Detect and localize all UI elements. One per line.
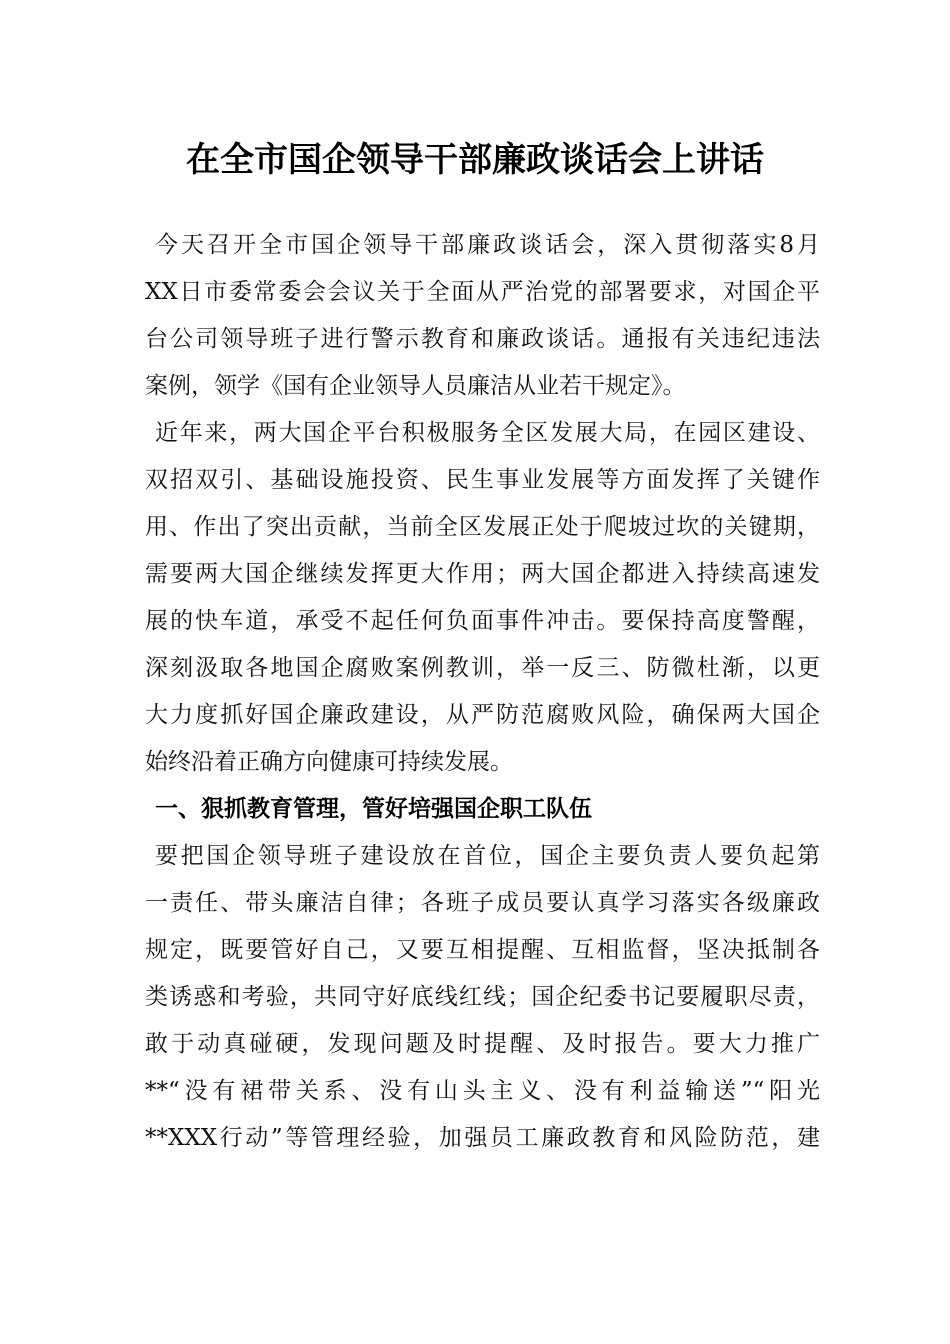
paragraph-3-line-1: 要把国企领导班子建设放在首位，国企主要负责人要负起第 <box>155 843 820 869</box>
section-heading-1: 一、狠抓教育管理，管好培强国企职工队伍 <box>155 796 592 822</box>
document-body <box>145 222 820 1162</box>
paragraph-3-line-7: **XXX行动”等管理经验，加强员工廉政教育和风险防范，建 <box>145 1125 820 1151</box>
paragraph-3-line-2: 一责任、带头廉洁自律；各班子成员要认真学习落实各级廉政 <box>145 890 820 916</box>
paragraph-1-line-2: XX日市委常委会会议关于全面从严治党的部署要求，对国企平 <box>145 279 820 305</box>
paragraph-2-line-7: 大力度抓好国企廉政建设，从严防范腐败风险，确保两大国企 <box>145 702 820 728</box>
page-title: 在全市国企领导干部廉政谈话会上讲话 <box>186 140 764 180</box>
paragraph-2-line-3: 用、作出了突出贡献，当前全区发展正处于爬坡过坎的关键期， <box>145 514 820 540</box>
paragraph-2-line-6: 深刻汲取各地国企腐败案例教训，举一反三、防微杜渐，以更 <box>145 655 820 681</box>
paragraph-2-line-4: 需要两大国企继续发挥更大作用；两大国企都进入持续高速发 <box>145 561 820 587</box>
paragraph-3-line-6: **“没有裙带关系、没有山头主义、没有利益输送”“阳光 <box>145 1078 820 1104</box>
paragraph-1-line-1: 今天召开全市国企领导干部廉政谈话会，深入贯彻落实8月 <box>155 232 820 258</box>
paragraph-2-line-2: 双招双引、基础设施投资、民生事业发展等方面发挥了关键作 <box>145 467 820 493</box>
paragraph-2-line-1: 近年来，两大国企平台积极服务全区发展大局，在园区建设、 <box>155 420 820 446</box>
paragraph-2-line-5: 展的快车道，承受不起任何负面事件冲击。要保持高度警醒， <box>145 608 820 634</box>
paragraph-1-line-4: 案例，领学《国有企业领导人员廉洁从业若干规定》。 <box>145 373 686 399</box>
paragraph-2-line-8: 始终沿着正确方向健康可持续发展。 <box>145 749 513 775</box>
paragraph-3-line-3: 规定，既要管好自己，又要互相提醒、互相监督，坚决抵制各 <box>145 937 820 963</box>
paragraph-1-line-3: 台公司领导班子进行警示教育和廉政谈话。通报有关违纪违法 <box>145 326 820 352</box>
paragraph-3-line-5: 敢于动真碰硬，发现问题及时提醒、及时报告。要大力推广 <box>145 1031 820 1057</box>
paragraph-3-line-4: 类诱惑和考验，共同守好底线红线；国企纪委书记要履职尽责， <box>145 984 820 1010</box>
